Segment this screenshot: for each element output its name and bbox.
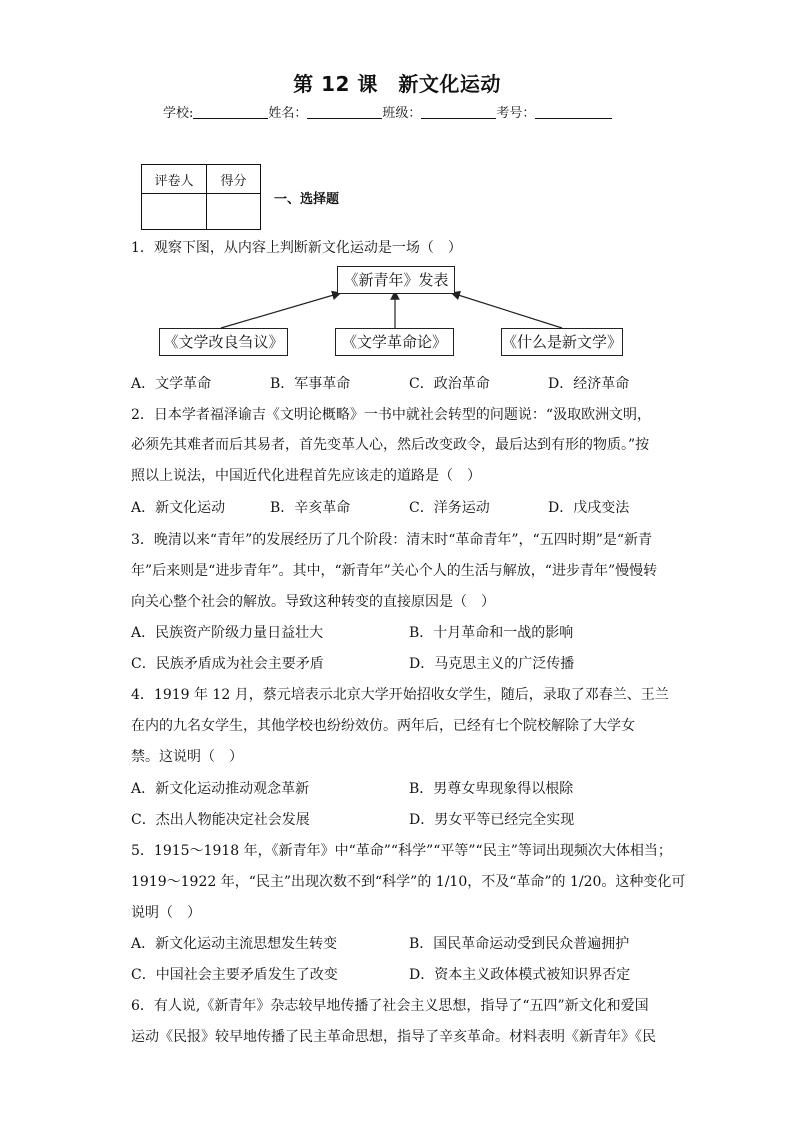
q4-stem-line-2: 在内的九名女学生，其他学校也纷纷效仿。两年后，已经有七个院校解除了大学女 (131, 718, 635, 734)
q5-option-a[interactable]: A．新文化运动主流思想发生转变 (131, 936, 338, 952)
q5-option-d[interactable]: D．资本主义政体模式被知识界否定 (409, 967, 631, 983)
q6-stem-line-1: 6．有人说,《新青年》杂志较早地传播了社会主义思想，指导了“五四”新文化和爱国 (131, 998, 649, 1014)
class-label: 班级： (382, 106, 422, 121)
q4-stem-line-1: 4．1919 年 12 月，蔡元培表示北京大学开始招收女学生，随后，录取了邓春兰、王兰 (131, 687, 669, 703)
arrow-right (455, 294, 562, 328)
grader-cell[interactable] (142, 194, 207, 230)
class-blank[interactable] (421, 105, 496, 119)
score-header: 得分 (207, 165, 261, 194)
school-label: 学校: (163, 106, 194, 121)
section-title: 一、选择题 (274, 192, 340, 207)
score-table (141, 164, 261, 230)
q3-stem-line-2: 年”后来则是“进步青年”。其中，“新青年”关心个人的生活与解放，“进步青年”慢慢转 (131, 563, 658, 579)
q5-option-b[interactable]: B．国民革命运动受到民众普遍拥护 (409, 936, 630, 952)
q4-stem-line-3: 禁。这说明（ ） (131, 749, 243, 765)
score-cell[interactable] (207, 194, 261, 230)
q1-option-d[interactable]: D．经济革命 (548, 376, 630, 392)
school-blank[interactable] (193, 105, 268, 119)
grader-header: 评卷人 (142, 165, 207, 194)
diagram-box-2: 《文学革命论》 (335, 328, 454, 356)
q3-stem-line-3: 向关心整个社会的解放。导致这种转变的直接原因是（ ） (131, 594, 495, 610)
q4-option-a[interactable]: A．新文化运动推动观念革新 (131, 781, 310, 797)
exam-number-label: 考号： (496, 106, 536, 121)
q5-stem-line-1: 5．1915～1918 年，《新青年》中“革命”“科学”“平等”“民主”等词出现频次大体相当； (131, 843, 672, 859)
q3-option-d[interactable]: D．马克思主义的广泛传播 (409, 656, 575, 672)
diagram-box-3: 《什么是新文学》 (501, 328, 623, 356)
q1-diagram (157, 264, 627, 360)
q1-stem: 1．观察下图，从内容上判断新文化运动是一场（ ） (131, 240, 462, 256)
diagram-top-box: 《新青年》发表 (337, 266, 455, 294)
exam-number-blank[interactable] (535, 105, 612, 119)
q4-option-b[interactable]: B．男尊女卑现象得以根除 (409, 781, 574, 797)
q2-option-a[interactable]: A．新文化运动 (131, 500, 226, 516)
q2-option-d[interactable]: D．戊戌变法 (548, 500, 630, 516)
q3-option-b[interactable]: B．十月革命和一战的影响 (409, 625, 574, 641)
q2-option-b[interactable]: B．辛亥革命 (270, 500, 351, 516)
page-title: 第 12 课 新文化运动 (293, 72, 501, 96)
diagram-box-1: 《文学改良刍议》 (159, 328, 288, 356)
q1-option-a[interactable]: A．文学革命 (131, 376, 212, 392)
q1-option-c[interactable]: C．政治革命 (409, 376, 490, 392)
q5-stem-line-2: 1919～1922 年，“民主”出现次数不到“科学”的 1/10，不及“革命”的 1/20。这种变化可 (131, 874, 686, 890)
q2-stem-line-2: 必须先其难者而后其易者，首先变革人心，然后改变政令，最后达到有形的物质。”按 (131, 437, 650, 453)
q3-stem-line-1: 3．晚清以来“青年”的发展经历了几个阶段：清末时“革命青年”，“五四时期”是“新青 (131, 532, 653, 548)
q3-option-c[interactable]: C．民族矛盾成为社会主要矛盾 (131, 656, 324, 672)
q2-stem-line-1: 2．日本学者福泽谕吉《文明论概略》一书中就社会转型的问题说：“汲取欧洲文明， (131, 407, 652, 423)
q6-stem-line-2: 运动《民报》较早地传播了民主革命思想，指导了辛亥革命。材料表明《新青年》《民 (131, 1029, 656, 1045)
q1-option-b[interactable]: B．军事革命 (270, 376, 351, 392)
q3-option-a[interactable]: A．民族资产阶级力量日益壮大 (131, 625, 324, 641)
q2-option-c[interactable]: C．洋务运动 (409, 500, 490, 516)
arrow-left (221, 294, 337, 328)
q5-stem-line-3: 说明（ ） (131, 905, 201, 921)
name-label: 姓名： (268, 106, 308, 121)
q4-option-d[interactable]: D．男女平等已经完全实现 (409, 812, 575, 828)
student-info-line (163, 102, 612, 121)
q2-stem-line-3: 照以上说法，中国近代化进程首先应该走的道路是（ ） (131, 468, 481, 484)
name-blank[interactable] (307, 105, 382, 119)
q4-option-c[interactable]: C．杰出人物能决定社会发展 (131, 812, 310, 828)
q5-option-c[interactable]: C．中国社会主要矛盾发生了改变 (131, 967, 338, 983)
